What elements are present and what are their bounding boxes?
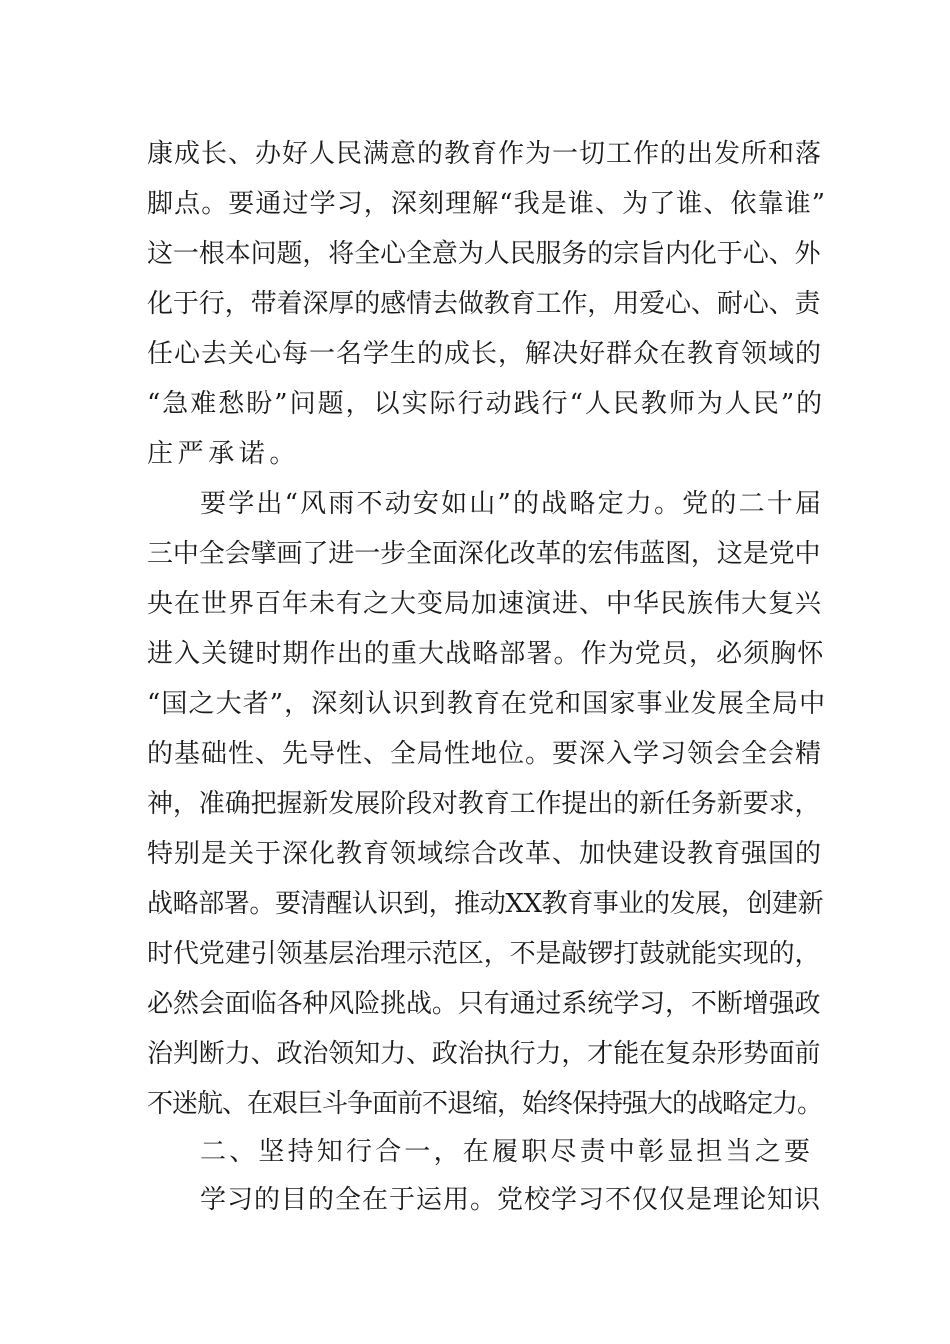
- text-line: 必然会面临各种风险挑战。只有通过系统学习，不断增强政: [147, 989, 821, 1019]
- text-line: 时代党建引领基层治理示范区，不是敲锣打鼓就能实现的，: [147, 939, 821, 969]
- text-line: 治判断力、政治领知力、政治执行力，才能在复杂形势面前: [147, 1039, 821, 1069]
- text-line: 不迷航、在艰巨斗争面前不退缩，始终保持强大的战略定力。: [147, 1089, 823, 1119]
- text-line: 化于行，带着深厚的感情去做教育工作，用爱心、耐心、责: [147, 289, 821, 319]
- text-line: 康成长、办好人民满意的教育作为一切工作的出发所和落: [147, 139, 823, 169]
- text-line: 战略部署。要清醒认识到，推动XX教育事业的发展，创建新: [147, 889, 824, 919]
- paragraph-first-line: 学习的目的全在于运用。党校学习不仅仅是理论知识: [200, 1185, 822, 1215]
- text-line: 特别是关于深化教育领域综合改革、加快建设教育强国的: [147, 839, 823, 869]
- section-heading: 二、坚持知行合一，在履职尽责中彰显担当之要: [200, 1137, 814, 1167]
- text-line: “国之大者”，深刻认识到教育在党和国家事业发展全局中: [147, 689, 827, 719]
- text-line: 脚点。要通过学习，深刻理解“我是谁、为了谁、依靠谁”: [147, 189, 827, 219]
- text-line: “急难愁盼”问题，以实际行动践行“人民教师为人民”的: [147, 389, 825, 419]
- text-line: 这一根本问题，将全心全意为人民服务的宗旨内化于心、外: [147, 239, 821, 269]
- text-line: 央在世界百年未有之大变局加速演进、中华民族伟大复兴: [147, 589, 823, 619]
- text-line: 的基础性、先导性、全局性地位。要深入学习领会全会精: [147, 739, 823, 769]
- text-line: 三中全会擘画了进一步全面深化改革的宏伟蓝图，这是党中: [147, 539, 821, 569]
- paragraph-first-line: 要学出“风雨不动安如山”的战略定力。党的二十届: [200, 489, 824, 519]
- text-line: 神，准确把握新发展阶段对教育工作提出的新任务新要求，: [147, 789, 821, 819]
- text-line: 任心去关心每一名学生的成长，解决好群众在教育领域的: [147, 339, 823, 369]
- text-line: 庄严承诺。: [147, 439, 301, 469]
- text-line: 进入关键时期作出的重大战略部署。作为党员，必须胸怀: [147, 639, 825, 669]
